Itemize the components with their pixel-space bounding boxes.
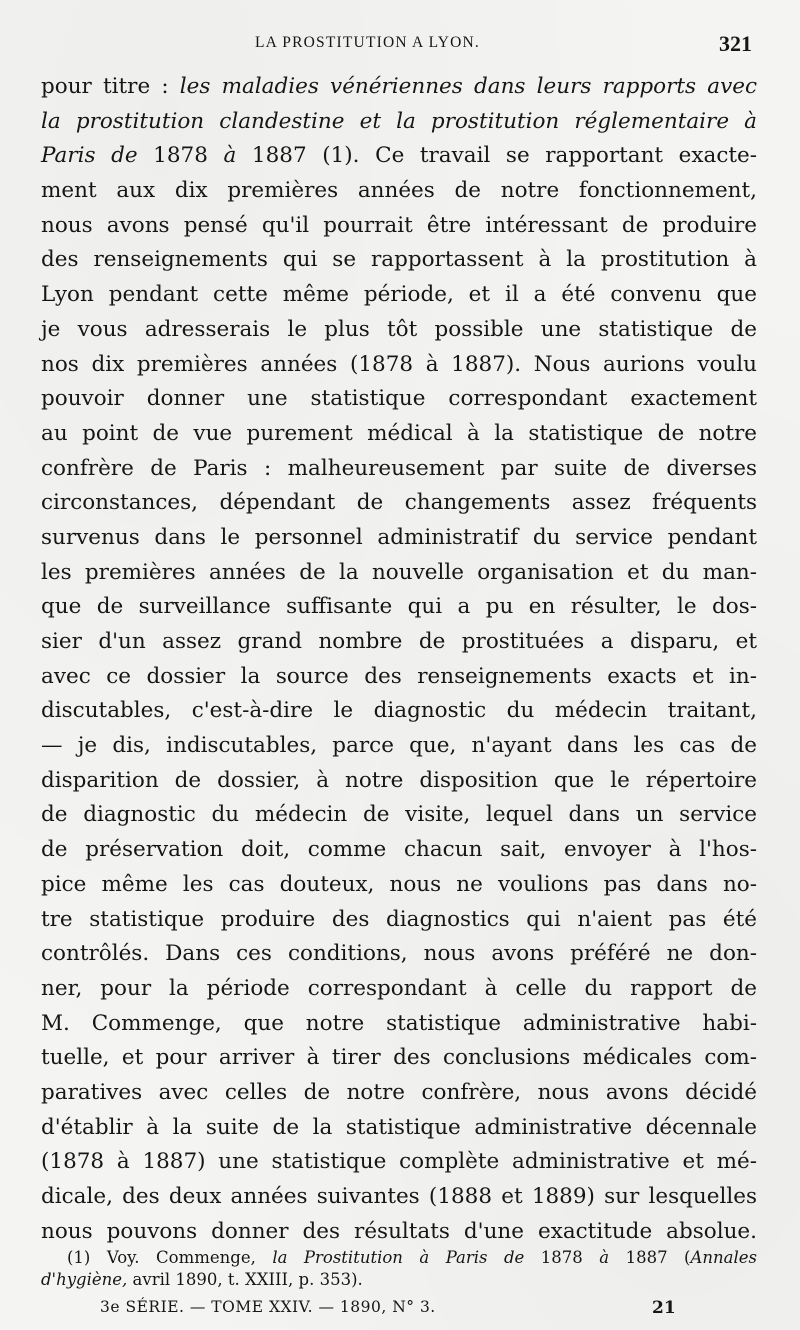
text-line: confrère de Paris : malheureusement par suite de diverses: [41, 455, 757, 481]
text-line: Lyon pendant cette même période, et il a été convenu que: [41, 282, 757, 308]
series-info: 3e SÉRIE. — TOME XXIV. — 1890, N° 3.: [100, 1298, 436, 1316]
page-header: [0, 31, 800, 62]
footnote-line: (1) Voy. Commenge, la Prostitution à Paris de 1878 à 1887 (Annales: [67, 1248, 757, 1267]
text-line: pice même les cas douteux, nous ne voulions pas dans no-: [41, 871, 757, 897]
text-line: d'établir à la suite de la statistique administrative décennale: [41, 1114, 757, 1140]
text-line: pouvoir donner une statistique correspondant exactement: [41, 386, 757, 412]
signature-mark: 21: [652, 1298, 676, 1318]
text-line: discutables, c'est-à-dire le diagnostic du médecin traitant,: [41, 698, 757, 724]
text-line: de diagnostic du médecin de visite, lequel dans un service: [41, 802, 757, 828]
text-line: nos dix premières années (1878 à 1887). Nous aurions voulu: [41, 351, 757, 377]
text-line: avec ce dossier la source des renseignements exacts et in-: [41, 663, 757, 689]
text-line: paratives avec celles de notre confrère, nous avons décidé: [41, 1079, 757, 1105]
text-line: pour titre : les maladies vénériennes dans leurs rapports avec: [41, 74, 757, 99]
text-line: dicale, des deux années suivantes (1888 et 1889) sur lesquelles: [41, 1184, 757, 1209]
text-line: des renseignements qui se rapportassent à la prostitution à: [41, 247, 757, 273]
text-line: (1878 à 1887) une statistique complète administrative et mé-: [41, 1149, 757, 1175]
text-line: tuelle, et pour arriver à tirer des conclusions médicales com-: [41, 1045, 757, 1071]
signature-line: [0, 1298, 800, 1322]
text-line: Paris de 1878 à 1887 (1). Ce travail se rapportant exacte-: [41, 143, 757, 169]
text-line: de préservation doit, comme chacun sait, envoyer à l'hos-: [41, 837, 757, 863]
text-line: les premières années de la nouvelle organisation et du man-: [41, 559, 757, 585]
text-line: disparition de dossier, à notre disposition que le répertoire: [41, 767, 757, 793]
text-line: la prostitution clandestine et la prostitution réglementaire à: [41, 108, 757, 134]
text-line: contrôlés. Dans ces conditions, nous avons préféré ne don-: [41, 941, 757, 967]
footnote-line: d'hygiène, avril 1890, t. XXIII, p. 353).: [41, 1270, 363, 1289]
text-line: que de surveillance suffisante qui a pu en résulter, le dos-: [41, 594, 757, 620]
text-line: au point de vue purement médical à la statistique de notre: [41, 420, 757, 446]
text-line: nous avons pensé qu'il pourrait être intéressant de produire: [41, 212, 757, 238]
text-line: nous pouvons donner des résultats d'une exactitude absolue.: [41, 1218, 757, 1244]
text-line: sier d'un assez grand nombre de prostituées a disparu, et: [41, 629, 757, 654]
body-text: [41, 70, 757, 1249]
text-line: M. Commenge, que notre statistique administrative habi-: [41, 1010, 757, 1036]
text-line: — je dis, indiscutables, parce que, n'ayant dans les cas de: [41, 733, 757, 759]
text-line: je vous adresserais le plus tôt possible une statistique de: [41, 316, 757, 342]
footnote: [41, 1247, 757, 1291]
text-line: circonstances, dépendant de changements assez fréquents: [41, 490, 757, 516]
text-line: survenus dans le personnel administratif du service pendant: [41, 524, 757, 550]
page-number: 321: [719, 31, 752, 56]
text-line: ner, pour la période correspondant à celle du rapport de: [41, 975, 757, 1001]
running-title: LA PROSTITUTION A LYON.: [255, 34, 480, 51]
text-line: tre statistique produire des diagnostics qui n'aient pas été: [41, 906, 757, 932]
text-line: ment aux dix premières années de notre fonctionnement,: [41, 178, 757, 204]
